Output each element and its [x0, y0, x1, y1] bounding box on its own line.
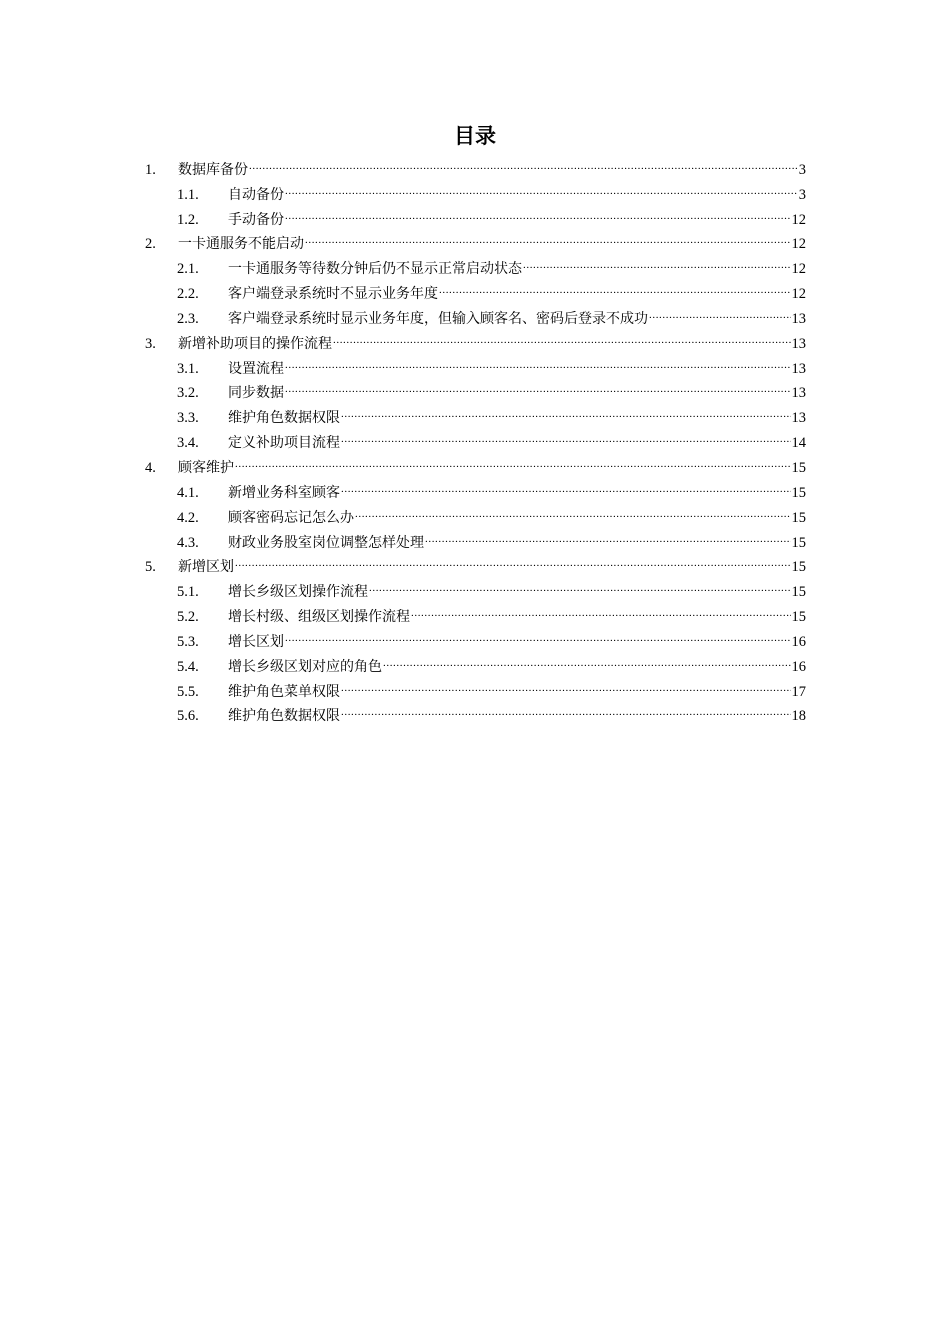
toc-entry-title: 自动备份	[228, 186, 284, 203]
toc-entry-section[interactable]	[145, 149, 806, 178]
toc-entry-number: 3.1.	[177, 360, 199, 377]
toc-entry-title: 客户端登录系统时不显示业务年度	[228, 286, 438, 303]
toc-dot-leader	[411, 596, 791, 621]
toc-entry-number: 3.2.	[177, 385, 199, 402]
toc-entry-title: 维护角色菜单权限	[228, 683, 340, 700]
toc-entry-number: 1.1.	[177, 186, 199, 203]
toc-entry-number: 4.	[145, 459, 156, 476]
toc-entry-number: 4.1.	[177, 484, 199, 501]
toc-entry-title: 手动备份	[228, 211, 284, 228]
toc-dot-leader	[285, 621, 791, 646]
toc-dot-leader	[355, 497, 791, 522]
toc-entry-page-number: 15	[791, 484, 806, 501]
toc-entry-page-number: 16	[791, 633, 806, 650]
toc-entry-title: 维护角色数据权限	[228, 410, 340, 427]
toc-entry-title: 一卡通服务不能启动	[178, 236, 304, 253]
toc-entry-number: 5.5.	[177, 683, 199, 700]
toc-entry-page-number: 17	[791, 683, 806, 700]
toc-entry-page-number: 13	[791, 310, 806, 327]
toc-entry-number: 1.2.	[177, 211, 199, 228]
toc-dot-leader	[341, 696, 791, 721]
toc-entry-title: 设置流程	[228, 360, 284, 377]
toc-entry-title: 客户端登录系统时显示业务年度，但输入顾客名、密码后登录不成功	[228, 310, 648, 327]
toc-dot-leader	[235, 447, 791, 472]
toc-entry-number: 2.3.	[177, 310, 199, 327]
toc-dot-leader	[369, 571, 791, 596]
toc-entry-page-number: 12	[791, 211, 806, 228]
toc-entry-title: 增长乡级区划对应的角色	[228, 658, 382, 675]
toc-dot-leader	[523, 248, 791, 273]
toc-entry-page-number: 15	[791, 609, 806, 626]
toc-entry-number: 5.6.	[177, 708, 199, 725]
toc-entry-title: 顾客维护	[178, 459, 234, 476]
toc-entry-page-number: 16	[791, 658, 806, 675]
toc-entry-page-number: 15	[791, 459, 806, 476]
toc-dot-leader	[249, 149, 798, 174]
toc-entry-number: 5.1.	[177, 584, 199, 601]
toc-entry-number: 4.2.	[177, 509, 199, 526]
toc-dot-leader	[341, 671, 791, 696]
toc-entry-number: 5.	[145, 559, 156, 576]
toc-entry-title: 新增区划	[178, 559, 234, 576]
toc-entry-page-number: 13	[791, 335, 806, 352]
toc-dot-leader	[285, 174, 798, 199]
toc-entry-title: 一卡通服务等待数分钟后仍不显示正常启动状态	[228, 261, 522, 278]
toc-title: 目录	[454, 124, 496, 148]
toc-entry-number: 1.	[145, 161, 156, 178]
toc-dot-leader	[649, 298, 791, 323]
toc-entry-page-number: 12	[791, 286, 806, 303]
toc-entry-title: 增长乡级区划操作流程	[228, 584, 368, 601]
toc-entry-number: 5.2.	[177, 609, 199, 626]
toc-entry-subsection[interactable]	[145, 571, 806, 601]
toc-entry-title: 增长区划	[228, 633, 284, 650]
toc-dot-leader	[383, 646, 791, 671]
toc-entry-page-number: 15	[791, 559, 806, 576]
toc-entry-page-number: 15	[791, 534, 806, 551]
toc-dot-leader	[341, 422, 791, 447]
toc-dot-leader	[285, 199, 791, 224]
toc-dot-leader	[333, 323, 791, 348]
toc-dot-leader	[341, 472, 791, 497]
toc-entry-number: 2.	[145, 236, 156, 253]
toc-dot-leader	[285, 348, 791, 373]
toc-entry-number: 3.4.	[177, 435, 199, 452]
toc-entry-page-number: 13	[791, 360, 806, 377]
toc-entry-page-number: 12	[791, 236, 806, 253]
toc-entry-title: 同步数据	[228, 385, 284, 402]
toc-dot-leader	[341, 397, 791, 422]
toc-entry-title: 顾客密码忘记怎么办	[228, 509, 354, 526]
toc-entry-title: 新增业务科室顾客	[228, 484, 340, 501]
toc-entry-page-number: 18	[791, 708, 806, 725]
toc-entry-number: 5.3.	[177, 633, 199, 650]
table-of-contents	[145, 149, 806, 725]
toc-entry-number: 3.3.	[177, 410, 199, 427]
toc-entry-page-number: 13	[791, 385, 806, 402]
toc-entry-page-number: 15	[791, 584, 806, 601]
toc-entry-page-number: 14	[791, 435, 806, 452]
toc-entry-page-number: 12	[791, 261, 806, 278]
toc-entry-page-number: 15	[791, 509, 806, 526]
toc-entry-number: 2.1.	[177, 261, 199, 278]
toc-entry-number: 3.	[145, 335, 156, 352]
toc-entry-number: 4.3.	[177, 534, 199, 551]
toc-entry-subsection[interactable]	[145, 472, 806, 501]
toc-entry-page-number: 3	[798, 161, 806, 178]
toc-entry-title: 维护角色数据权限	[228, 708, 340, 725]
toc-entry-number: 2.2.	[177, 286, 199, 303]
toc-entry-title: 财政业务股室岗位调整怎样处理	[228, 534, 424, 551]
toc-dot-leader	[305, 224, 791, 249]
toc-entry-title: 定义补助项目流程	[228, 435, 340, 452]
toc-entry-page-number: 13	[791, 410, 806, 427]
toc-dot-leader	[285, 373, 791, 398]
toc-entry-title: 数据库备份	[178, 161, 248, 178]
toc-entry-number: 5.4.	[177, 658, 199, 675]
toc-entry-section[interactable]	[145, 547, 806, 576]
toc-dot-leader	[425, 522, 791, 547]
toc-entry-page-number: 3	[798, 186, 806, 203]
toc-entry-title: 新增补助项目的操作流程	[178, 335, 332, 352]
toc-dot-leader	[439, 273, 791, 298]
toc-entry-title: 增长村级、组级区划操作流程	[228, 609, 410, 626]
toc-dot-leader	[235, 547, 791, 572]
toc-entry-section[interactable]	[145, 447, 806, 476]
